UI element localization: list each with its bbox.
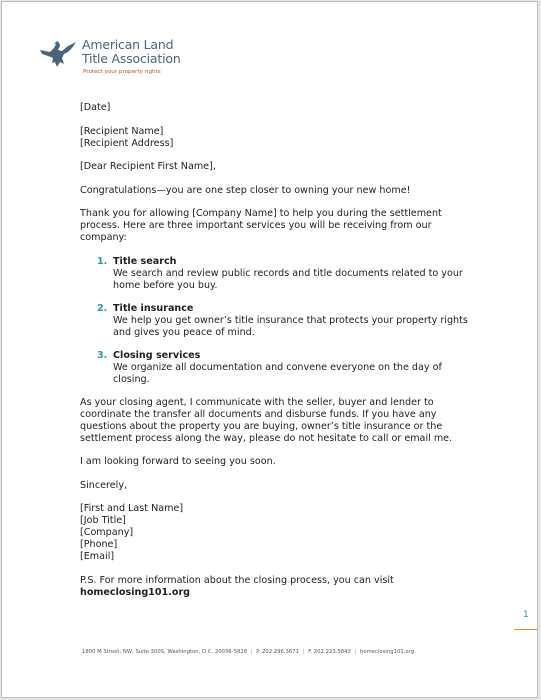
signature-company: [Company] [80,527,134,538]
signature-phone: [Phone] [80,539,118,550]
footer-website[interactable]: homeclosing101.org [360,649,415,655]
footer-separator: | [302,649,305,655]
postscript-text: P.S. For more information about the closing process, you can visit [80,574,394,586]
footer-address: 1800 M Street, NW, Suite 300S, Washington, D.C. 20036-5828 [82,649,248,655]
homeclosing-link[interactable]: homeclosing101.org [80,586,191,598]
service-description: We search and review public records and title documents related to your home before you buy. [113,267,463,291]
logo-line-1: American Land [82,37,174,52]
looking-forward-paragraph: I am looking forward to seeing you soon. [80,456,276,467]
footer-separator: | [354,649,357,655]
service-number: 3. [97,349,108,361]
signature-job-title: [Job Title] [80,515,126,526]
service-title: Title insurance [113,302,194,314]
service-number: 1. [97,255,108,267]
footer-contact [82,649,414,655]
intro-paragraph: Thank you for allowing [Company Name] to help you during the settlement process. Here are three important services you will be receiving from our company: [80,208,442,243]
footer-phone: P. 202.296.3671 [256,649,300,655]
service-title: Title search [113,255,177,267]
congratulations-paragraph: Congratulations—you are one step closer to owning your new home! [80,184,411,196]
postscript [80,575,480,599]
signature-block [80,503,480,563]
logo-line-2: Title Association [82,51,181,66]
service-item-title-search [80,256,480,292]
page-number: 1 [523,610,529,620]
date-placeholder: [Date] [80,102,111,113]
recipient-address: [Recipient Address] [80,137,174,149]
signoff: Sincerely, [80,479,128,491]
eagle-icon [38,40,78,70]
signature-email: [Email] [80,551,115,562]
recipient-block [80,126,480,150]
service-number: 2. [97,302,108,314]
service-item-closing-services [80,350,480,386]
signature-name: [First and Last Name] [80,503,184,514]
service-description: We organize all documentation and convene everyone on the day of closing. [113,361,442,385]
recipient-name: [Recipient Name] [80,125,164,137]
service-title: Closing services [113,349,201,361]
letter-page [1,1,538,698]
footer-fax: F. 202.223.5843 [308,649,351,655]
logo-text [82,38,181,66]
service-item-title-insurance [80,303,480,339]
logo-tagline: Protect your property rights [83,69,161,75]
footer-separator: | [250,649,253,655]
closing-agent-paragraph: As your closing agent, I communicate with the seller, buyer and lender to coordinate the transfer all documents and disburse funds. If you have any questions about the property you are buying, owner’s title insurance or the settlement process along the way, please do not hesitate to call or email me. [80,396,453,444]
letter-body [80,102,480,610]
salutation: [Dear Recipient First Name], [80,161,216,172]
service-description: We help you get owner’s title insurance that protects your property rights and gives you peace of mind. [113,314,468,338]
page-rule-divider [514,629,538,630]
